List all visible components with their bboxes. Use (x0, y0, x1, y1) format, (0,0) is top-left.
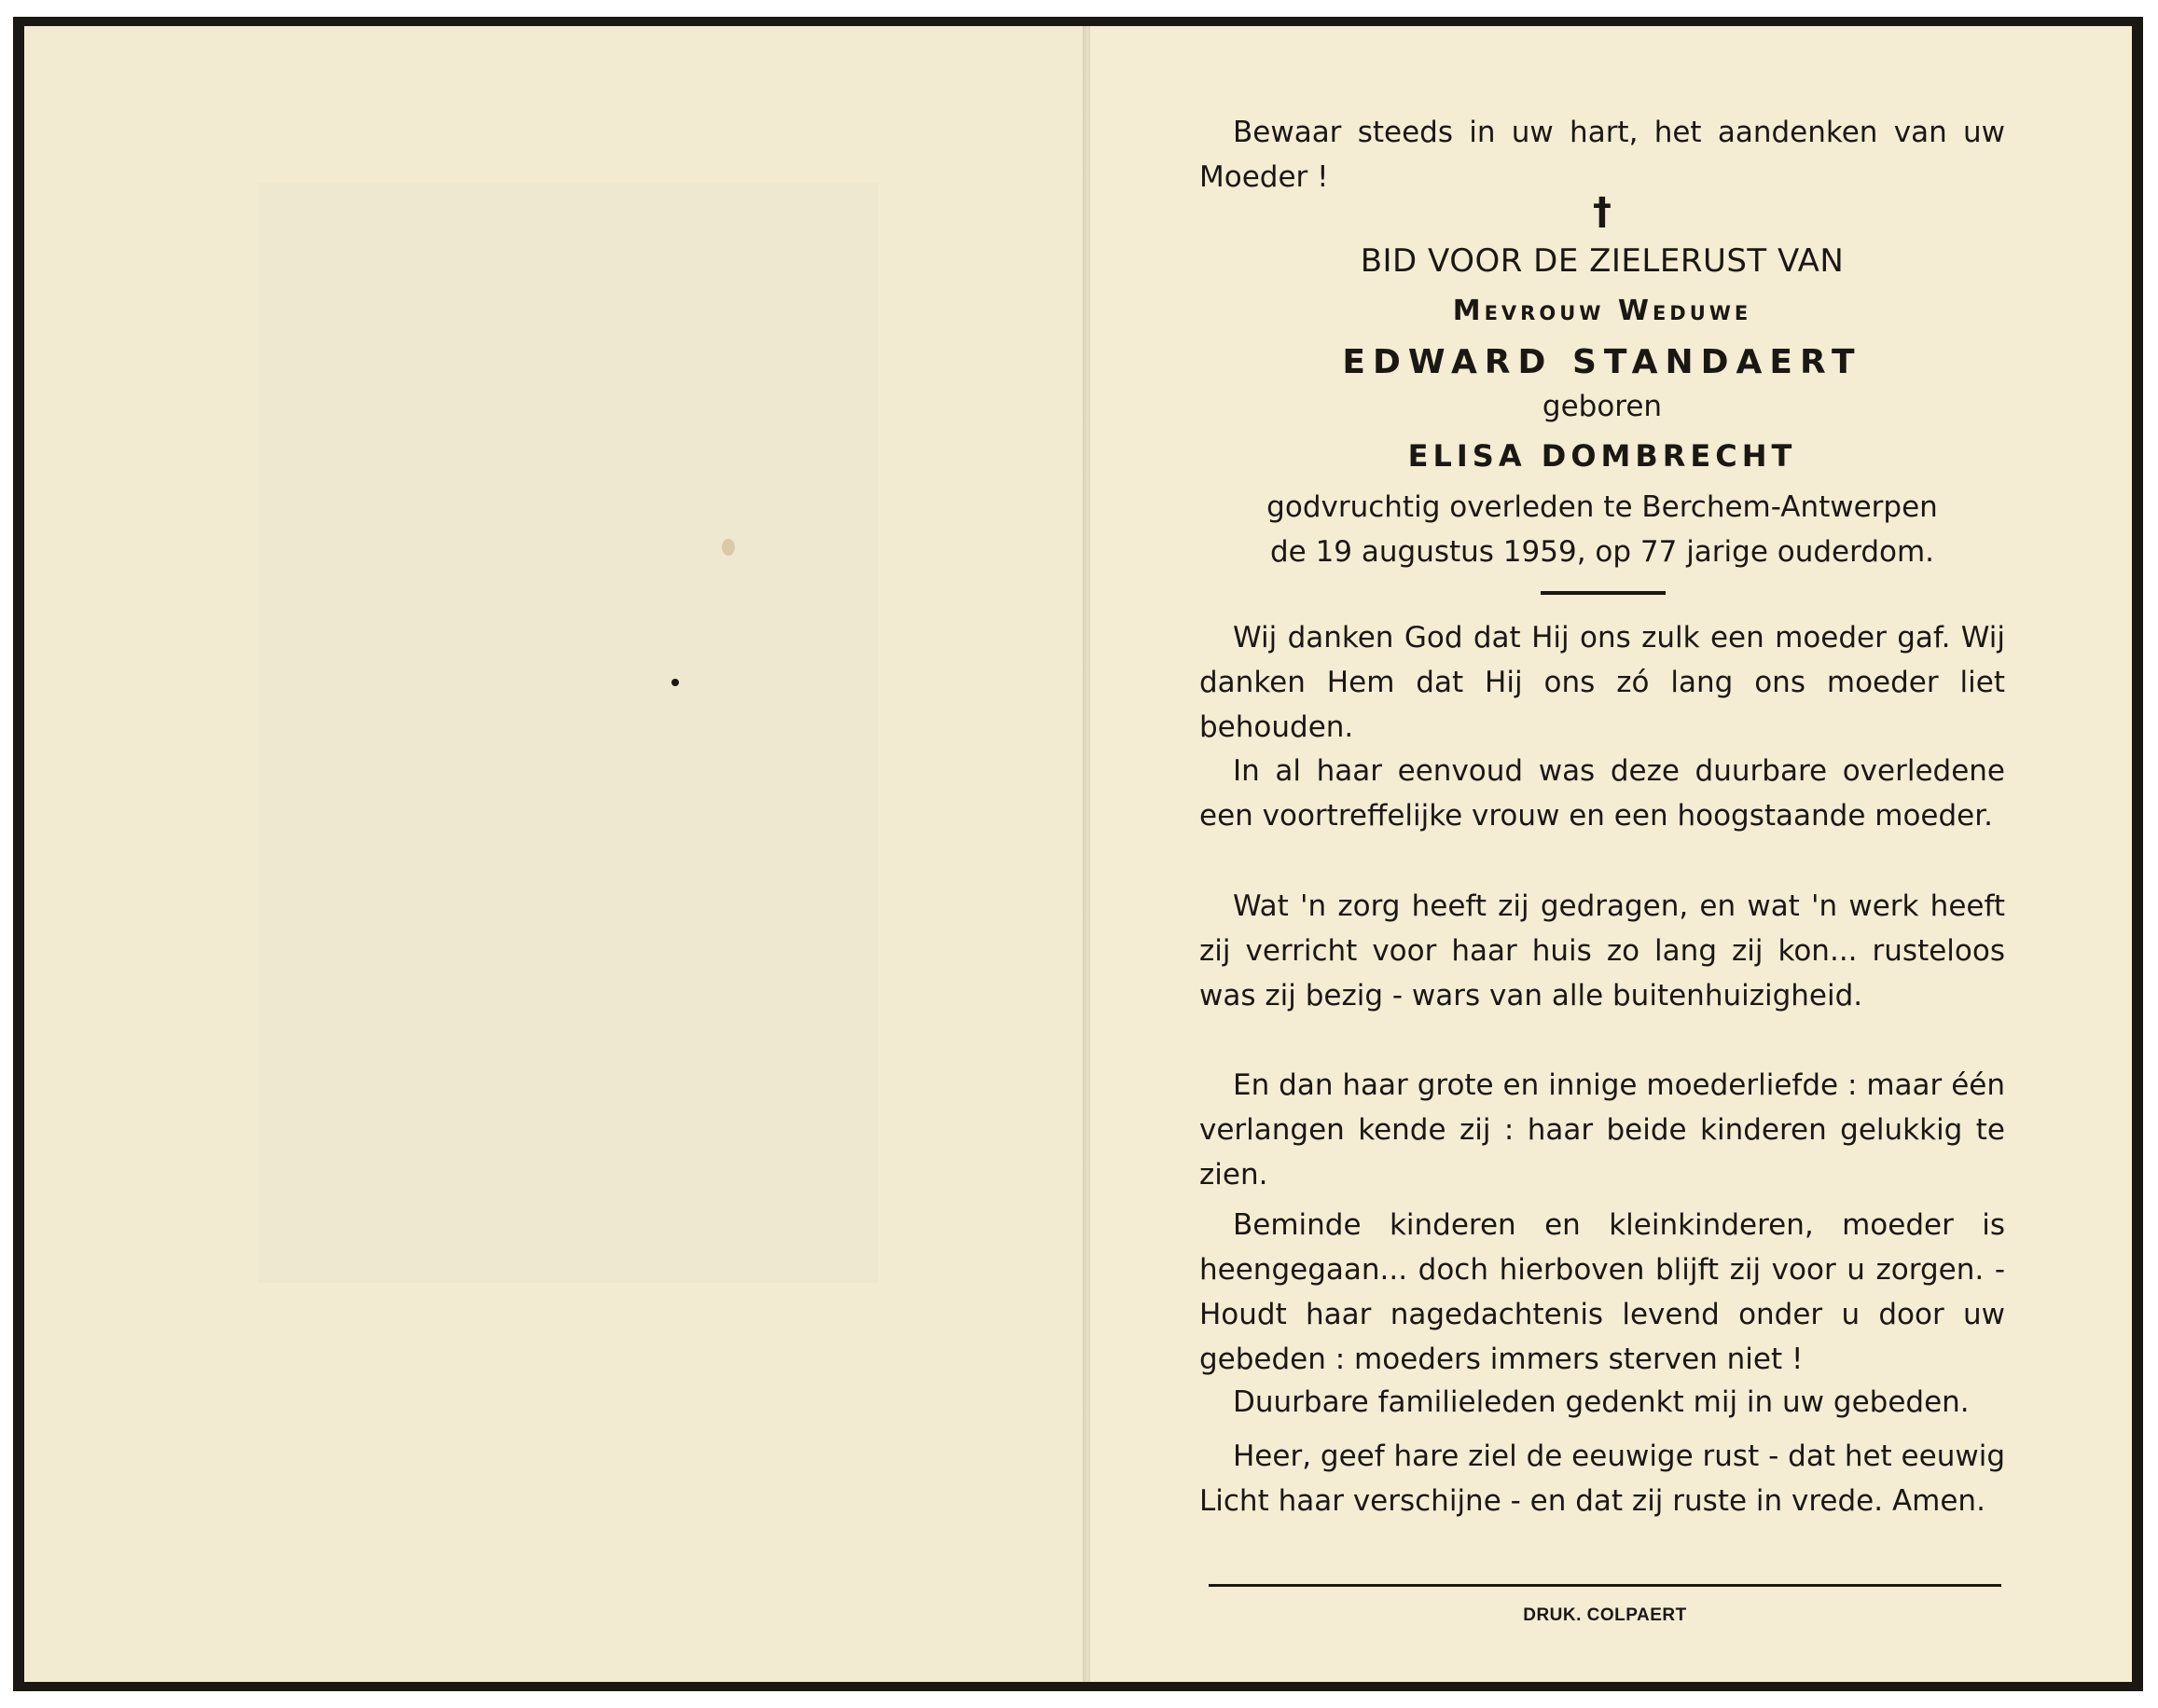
maiden-name: ELISA DOMBRECHT (1407, 438, 1797, 474)
heading: BID VOOR DE ZIELERUST VAN (1360, 242, 1845, 280)
ink-dot (671, 679, 679, 686)
faded-image-area (258, 183, 878, 1283)
death-line-2: de 19 augustus 1959, op 77 jarige ouderdom. (1269, 535, 1935, 569)
cross-icon: † (1593, 190, 1612, 233)
paragraph-3: Wat 'n zorg heeft zij gedragen, en wat 'n werk heeft zij verricht voor haar huis zo lang zij kon... rusteloos was zij bezig - wars van alle buitenhuizigheid. (1199, 889, 2005, 1012)
title-line: Mevrouw Weduwe (1452, 295, 1752, 327)
right-page-text (1199, 0, 2005, 1708)
printer-credit: DRUK. COLPAERT (1523, 1605, 1687, 1625)
bottom-rule (1209, 1584, 2001, 1587)
paragraph-1: Wij danken God dat Hij ons zulk een moeder gaf. Wij danken Hem dat Hij ons zó lang ons moeder liet behouden. (1199, 621, 2005, 744)
born-label: geboren (1542, 390, 1663, 423)
paragraph-7: Heer, geef hare ziel de eeuwige rust - dat het eeuwig Licht haar verschijne - en dat zij ruste in vrede. Amen. (1199, 1439, 2005, 1518)
paragraph-6: Duurbare familieleden gedenkt mij in uw gebeden. (1233, 1385, 1970, 1419)
separator-dash (1541, 591, 1666, 595)
paragraph-4: En dan haar grote en innige moederliefde : maar één verlangen kende zij : haar beide kinderen gelukkig te zien. (1199, 1068, 2005, 1191)
left-page (24, 26, 1085, 1682)
stain-spot (722, 539, 735, 556)
opening-line: Bewaar steeds in uw hart, het aandenken van uw Moeder ! (1199, 116, 2005, 194)
husband-name: EDWARD STANDAERT (1342, 343, 1862, 381)
death-line-1: godvruchtig overleden te Berchem-Antwerpen (1266, 490, 1938, 524)
paragraph-5: Beminde kinderen en kleinkinderen, moeder is heengegaan... doch hierboven blijft zij voor u zorgen. - Houdt haar nagedachtenis levend onder u door uw gebeden : moeders immers sterven niet ! (1199, 1208, 2005, 1376)
paragraph-2: In al haar eenvoud was deze duurbare overledene een voortreffelijke vrouw en een hoogstaande moeder. (1199, 754, 2005, 833)
